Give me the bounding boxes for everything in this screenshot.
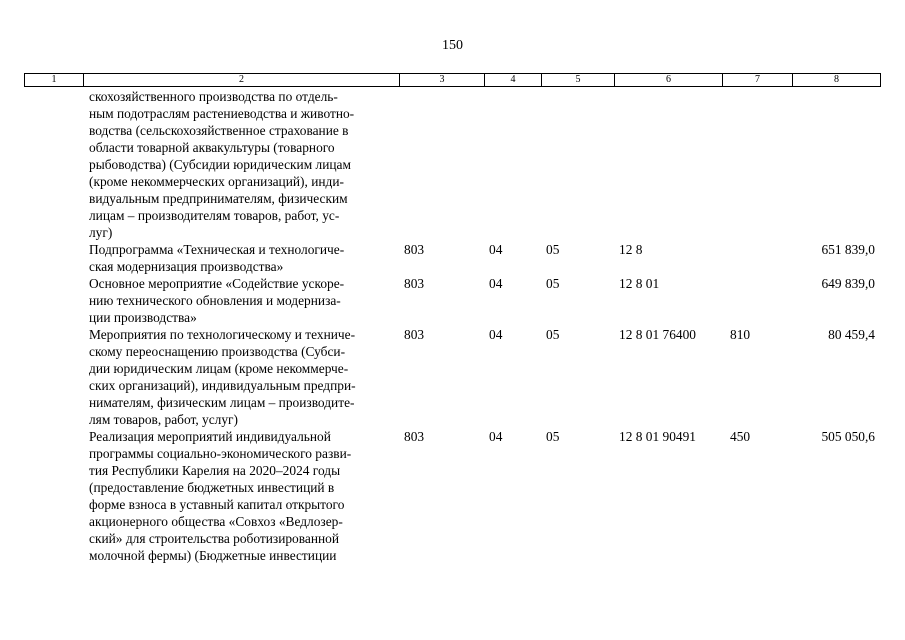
- row-amount: 649 839,0: [821, 276, 875, 291]
- row-ministry-code: 803: [404, 242, 425, 257]
- row-ministry-code: 803: [404, 429, 425, 444]
- row-amount: 80 459,4: [828, 327, 875, 342]
- row-ministry-code: 803: [404, 327, 425, 342]
- table-row: [0, 88, 905, 241]
- row-ministry-code: 803: [404, 276, 425, 291]
- row-expense-type: 450: [730, 429, 751, 444]
- row-expense-type: 810: [730, 327, 751, 342]
- table-row: [0, 428, 905, 564]
- row-target-article: 12 8 01 76400: [619, 327, 696, 342]
- row-section-code: 04: [489, 327, 503, 342]
- row-amount: 651 839,0: [821, 242, 875, 257]
- column-header-8: 8: [793, 74, 881, 87]
- row-subsection-code: 05: [546, 242, 560, 257]
- table-row: [0, 275, 905, 326]
- column-header-6: 6: [615, 74, 723, 87]
- row-subsection-code: 05: [546, 327, 560, 342]
- row-name: Реализация мероприятий индивидуальной программы социально-экономического разви- тия Республики Карелия на 2020–2024 годы (предоставление бюджетных инвестиций в форме взноса в уставный капитал открытого акционерного общества «Совхоз «Ведлозер- ский» для строительства роботизированной молочной фермы) (Бюджетные инвестиции: [89, 429, 352, 563]
- column-header-1: 1: [25, 74, 84, 87]
- row-amount: 505 050,6: [821, 429, 875, 444]
- column-header-5: 5: [542, 74, 615, 87]
- column-header-3: 3: [400, 74, 485, 87]
- row-subsection-code: 05: [546, 429, 560, 444]
- page-number: 150: [442, 38, 463, 53]
- row-name: Подпрограмма «Техническая и технологиче- ская модернизация производства»: [89, 242, 345, 274]
- table-body: [0, 88, 905, 564]
- table-row: [0, 326, 905, 428]
- row-name: Основное мероприятие «Содействие ускоре- нию технического обновления и модерниза- ции производства»: [89, 276, 345, 325]
- row-section-code: 04: [489, 276, 503, 291]
- table-row: [0, 241, 905, 275]
- row-target-article: 12 8 01 90491: [619, 429, 696, 444]
- row-section-code: 04: [489, 242, 503, 257]
- column-header-4: 4: [485, 74, 542, 87]
- row-section-code: 04: [489, 429, 503, 444]
- column-header-7: 7: [723, 74, 793, 87]
- row-target-article: 12 8 01: [619, 276, 660, 291]
- row-name: Мероприятия по технологическому и техниче- скому переоснащению производства (Субси- дии юридическим лицам (кроме некоммерче- ских организаций), индивидуальным предпри- нимателям, физическим лицам – производите- лям товаров, работ, услуг): [89, 327, 356, 427]
- column-header-table: [24, 73, 881, 87]
- row-name: скохозяйственного производства по отдель- ным подотраслям растениеводства и животно- водства (сельскохозяйственное страхование в области товарной аквакультуры (товарного рыбоводства) (Субсидии юридическим лицам (кроме некоммерческих организаций), инди- видуальным предпринимателям, физическим лицам – производителям товаров, работ, ус- луг): [89, 89, 355, 240]
- row-target-article: 12 8: [619, 242, 643, 257]
- column-header-2: 2: [84, 74, 400, 87]
- row-subsection-code: 05: [546, 276, 560, 291]
